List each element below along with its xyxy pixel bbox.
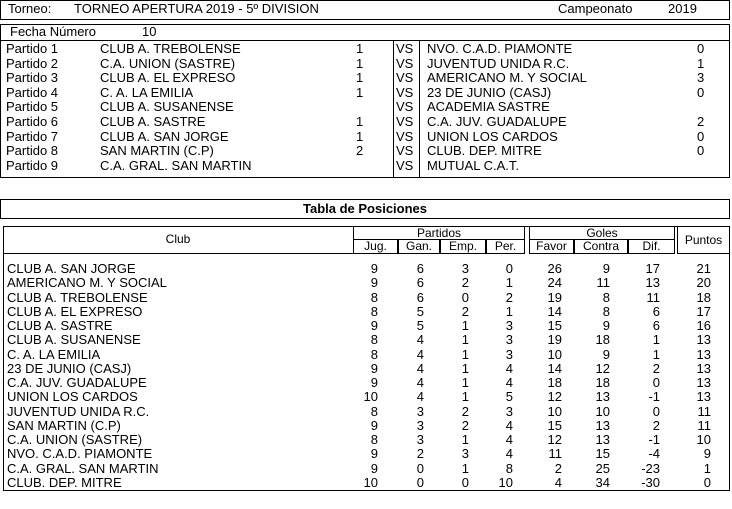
stat-cell: 8 [505,460,513,476]
stat-cell: 26 [547,261,562,276]
stat-cell: 5 [505,389,513,405]
match-away-score: 2 [697,114,705,129]
stat-cell: 13 [595,417,610,433]
stat-cell: 34 [595,474,610,490]
stat-cell: 2 [505,289,513,305]
stat-cell: 9 [370,360,378,376]
stat-cell: 1 [652,332,660,348]
stat-cell: 8 [370,346,378,362]
stat-cell: 4 [416,346,424,362]
torneo-name: TORNEO APERTURA 2019 - 5º DIVISION [74,1,319,16]
club-name: C. A. LA EMILIA [7,346,101,362]
stat-cell: 20 [696,275,711,291]
match-vs: VS [396,128,414,144]
stat-cell: 10 [363,474,378,490]
stat-cell: 3 [416,432,424,447]
group-goles-header: Goles [529,226,675,240]
stat-cell: -30 [641,474,660,490]
stat-cell: 24 [547,275,562,291]
vs-divider-left [393,40,394,177]
stat-cell: 8 [602,303,610,319]
match-label: Partido 2 [6,55,59,71]
stat-cell: 1 [461,332,469,348]
club-name: CLUB A. SUSANENSE [7,332,141,348]
stat-cell: 13 [595,432,610,447]
match-label: Partido 6 [6,114,59,129]
match-label: Partido 1 [6,41,59,56]
col-puntos-header: Puntos [677,226,730,254]
stat-cell: 0 [416,474,424,490]
vs-divider-right [419,40,420,177]
match-away-score: 3 [697,70,705,86]
match-away: 23 DE JUNIO (CASJ) [427,84,552,100]
club-name: CLUB A. SAN JORGE [7,261,136,276]
stat-cell: 6 [416,289,424,305]
stat-cell: 10 [498,474,513,490]
stat-cell: 13 [645,275,660,291]
stat-cell: 8 [370,303,378,319]
stat-cell: 0 [652,375,660,390]
stat-cell: 9 [370,318,378,333]
stat-cell: 12 [547,432,562,447]
stat-cell: 9 [370,375,378,390]
match-home-score: 1 [356,70,364,86]
stat-cell: 2 [461,417,469,433]
club-name: CLUB A. SASTRE [7,318,113,333]
match-home-score: 2 [356,143,364,159]
stat-cell: 11 [646,289,660,305]
stat-cell: 13 [696,332,711,348]
stat-cell: 16 [696,318,711,333]
match-away-score: 0 [697,143,705,159]
subheader-0: Jug. [353,239,398,254]
match-label: Partido 7 [6,128,59,144]
match-away: C.A. JUV. GUADALUPE [427,114,567,129]
match-label: Partido 8 [6,143,59,159]
stat-cell: 8 [370,403,378,419]
stat-cell: 3 [505,318,513,333]
stat-cell: 0 [652,403,660,419]
stat-cell: 15 [595,446,610,462]
stat-cell: 1 [461,375,469,390]
stat-cell: 3 [505,403,513,419]
stat-cell: 13 [696,375,711,390]
stat-cell: 10 [595,403,610,419]
club-name: UNION LOS CARDOS [7,389,138,405]
stat-cell: 11 [548,446,562,462]
stat-cell: 0 [461,289,469,305]
club-name: AMERICANO M. Y SOCIAL [7,275,167,291]
stat-cell: 11 [697,417,711,433]
stat-cell: 0 [416,460,424,476]
stat-cell: 18 [595,332,610,348]
match-vs: VS [396,41,414,56]
stat-cell: 13 [696,389,711,405]
stat-cell: 9 [370,261,378,276]
subheader-5: Contra [574,239,628,254]
match-away: UNION LOS CARDOS [427,128,558,144]
club-name: C.A. GRAL. SAN MARTIN [7,460,159,476]
match-home-score: 1 [356,114,364,129]
stat-cell: 0 [505,261,513,276]
stat-cell: 4 [505,360,513,376]
col-club-header: Club [3,226,354,254]
match-home: C.A. GRAL. SAN MARTIN [100,157,252,173]
stat-cell: 9 [370,275,378,291]
stat-cell: 2 [652,360,660,376]
match-vs: VS [396,70,414,86]
stat-cell: 2 [652,417,660,433]
stat-cell: 2 [461,275,469,291]
stat-cell: 19 [547,332,562,348]
match-away: CLUB. DEP. MITRE [427,143,542,159]
stat-cell: 4 [416,360,424,376]
torneo-label: Torneo: [8,1,52,16]
stat-cell: 2 [461,403,469,419]
match-home-score: 1 [356,55,364,71]
stat-cell: 3 [461,261,469,276]
match-away-score: 0 [697,128,705,144]
stat-cell: 13 [696,360,711,376]
stat-cell: 3 [416,403,424,419]
subheader-4: Favor [529,239,574,254]
campeonato-label: Campeonato [558,1,633,16]
match-home: CLUB A. EL EXPRESO [100,70,236,86]
match-vs: VS [396,99,414,115]
match-home: CLUB A. SAN JORGE [100,128,229,144]
group-partidos-header: Partidos [353,226,525,240]
club-name: 23 DE JUNIO (CASJ) [7,360,132,376]
match-label: Partido 3 [6,70,59,86]
stat-cell: 10 [696,432,711,447]
stat-cell: 11 [697,403,711,419]
stat-cell: 15 [547,318,562,333]
stat-cell: 10 [547,403,562,419]
stat-cell: 9 [602,261,610,276]
match-away-score: 0 [697,84,705,100]
stat-cell: 10 [547,346,562,362]
stat-cell: 4 [505,432,513,447]
match-home: SAN MARTIN (C.P) [100,143,214,159]
stat-cell: 25 [595,460,610,476]
match-away: NVO. C.A.D. PIAMONTE [427,41,573,56]
stat-cell: 12 [595,360,610,376]
stat-cell: 9 [703,446,711,462]
club-name: C.A. JUV. GUADALUPE [7,375,147,390]
stat-cell: 6 [416,261,424,276]
stat-cell: 18 [696,289,711,305]
stat-cell: 1 [461,360,469,376]
stat-cell: 4 [505,375,513,390]
standings-title: Tabla de Posiciones [302,201,428,216]
match-home: C. A. LA EMILIA [100,84,194,100]
subheader-2: Emp. [440,239,486,254]
stat-cell: 3 [416,417,424,433]
stat-cell: 17 [696,303,711,319]
stat-cell: 9 [370,460,378,476]
stat-cell: 1 [461,346,469,362]
stat-cell: 14 [547,303,562,319]
stat-cell: 1 [461,389,469,405]
stat-cell: 17 [645,261,660,276]
club-name: NVO. C.A.D. PIAMONTE [7,446,153,462]
stat-cell: 14 [547,360,562,376]
stat-cell: 8 [602,289,610,305]
match-home: CLUB A. SUSANENSE [100,99,234,115]
stat-cell: 13 [595,389,610,405]
subheader-1: Gan. [398,239,440,254]
stat-cell: 6 [652,303,660,319]
match-away: MUTUAL C.A.T. [427,157,519,173]
match-label: Partido 5 [6,99,59,115]
stat-cell: -1 [648,389,660,405]
stat-cell: 18 [547,375,562,390]
stat-cell: 3 [461,446,469,462]
stat-cell: 2 [554,460,562,476]
stat-cell: 1 [461,432,469,447]
club-name: CLUB A. TREBOLENSE [7,289,148,305]
stat-cell: 8 [370,289,378,305]
stat-cell: 5 [416,303,424,319]
stat-cell: 9 [370,417,378,433]
stat-cell: 15 [547,417,562,433]
match-away: AMERICANO M. Y SOCIAL [427,70,587,86]
stat-cell: 1 [505,275,513,291]
stat-cell: 9 [370,446,378,462]
stat-cell: 2 [461,303,469,319]
stat-cell: 1 [505,303,513,319]
fecha-value: 10 [142,24,157,39]
match-home-score: 1 [356,128,364,144]
stat-cell: 6 [416,275,424,291]
match-away: JUVENTUD UNIDA R.C. [427,55,570,71]
stat-cell: 13 [696,346,711,362]
fecha-label: Fecha Número [10,24,96,39]
club-name: C.A. UNION (SASTRE) [7,432,143,447]
stat-cell: 8 [370,432,378,447]
match-away-score: 1 [697,55,705,71]
match-home-score: 1 [356,84,364,100]
stat-cell: 3 [505,332,513,348]
stat-cell: -4 [648,446,660,462]
stat-cell: 4 [416,375,424,390]
club-name: CLUB. DEP. MITRE [7,474,122,490]
stat-cell: 3 [505,346,513,362]
stat-cell: -1 [648,432,660,447]
match-vs: VS [396,114,414,129]
match-vs: VS [396,143,414,159]
match-label: Partido 4 [6,84,59,100]
match-home: CLUB A. TREBOLENSE [100,41,241,56]
stat-cell: 10 [363,389,378,405]
match-vs: VS [396,84,414,100]
stat-cell: 4 [505,417,513,433]
stat-cell: 18 [595,375,610,390]
stat-cell: 12 [547,389,562,405]
stat-cell: 5 [416,318,424,333]
subheader-3: Per. [486,239,525,254]
stat-cell: 9 [602,318,610,333]
stat-cell: 19 [547,289,562,305]
stat-cell: 0 [703,474,711,490]
match-home: CLUB A. SASTRE [100,114,206,129]
stat-cell: 11 [596,275,610,291]
subheader-6: Dif. [628,239,675,254]
match-vs: VS [396,157,414,173]
stat-cell: 9 [602,346,610,362]
stat-cell: 1 [703,460,711,476]
stat-cell: 21 [696,261,711,276]
club-name: JUVENTUD UNIDA R.C. [7,403,150,419]
club-name: SAN MARTIN (C.P) [7,417,121,433]
stat-cell: 2 [416,446,424,462]
match-away-score: 0 [697,41,705,56]
match-label: Partido 9 [6,157,59,173]
stat-cell: 6 [652,318,660,333]
stat-cell: -23 [641,460,660,476]
match-home-score: 1 [356,41,364,56]
campeonato-year: 2019 [668,1,697,16]
stat-cell: 1 [652,346,660,362]
match-vs: VS [396,55,414,71]
stat-cell: 4 [416,332,424,348]
stat-cell: 4 [554,474,562,490]
stat-cell: 8 [370,332,378,348]
match-home: C.A. UNION (SASTRE) [100,55,236,71]
club-name: CLUB A. EL EXPRESO [7,303,143,319]
stat-cell: 4 [505,446,513,462]
stat-cell: 4 [416,389,424,405]
stat-cell: 1 [461,460,469,476]
stat-cell: 0 [461,474,469,490]
stat-cell: 1 [461,318,469,333]
match-away: ACADEMIA SASTRE [427,99,550,115]
